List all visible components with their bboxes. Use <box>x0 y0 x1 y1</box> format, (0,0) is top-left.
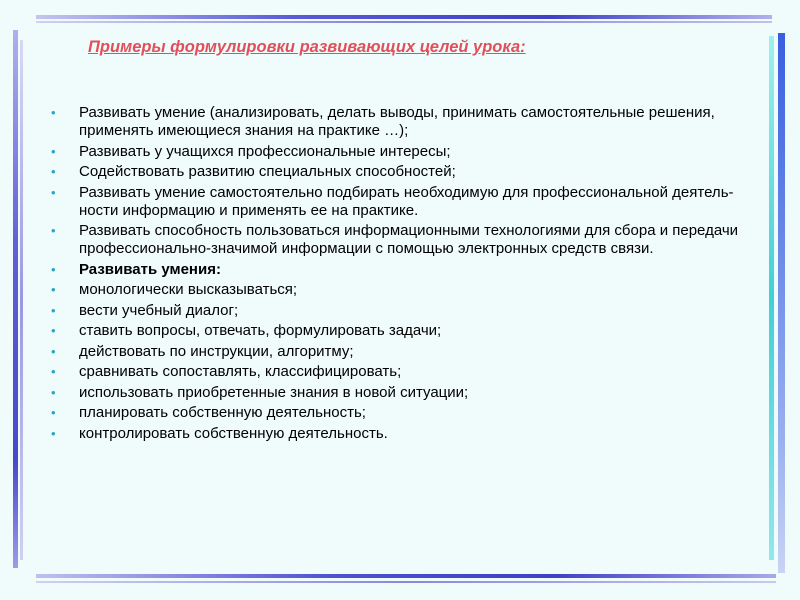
list-item-heading <box>51 261 756 279</box>
bullet-icon: • <box>51 261 56 277</box>
list-item <box>51 302 756 320</box>
list-item-text: монологически высказываться; <box>79 281 298 298</box>
list-item <box>51 184 756 220</box>
bullet-icon: • <box>51 143 56 159</box>
list-item-text: контролировать собственную деятельность. <box>79 424 388 442</box>
bullet-icon: • <box>51 282 56 297</box>
right-frame-bar-cyan <box>769 36 774 560</box>
bullet-icon: • <box>51 105 56 120</box>
slide-title: Примеры формулировки развивающих целей урока: <box>88 38 526 56</box>
left-frame-bar <box>13 30 18 568</box>
list-item-text: сравнивать сопоставлять, классифицировать; <box>79 363 402 380</box>
list-item <box>51 404 756 422</box>
list-item-text: Содействовать развитию специальных способностей; <box>79 163 456 180</box>
bullet-icon: • <box>51 425 56 441</box>
bullet-icon: • <box>51 384 56 400</box>
bullet-icon: • <box>51 405 56 420</box>
list-item-text: Развивать способность пользоваться информационными технологиями для сбора и передачи профессионально-значимой информации с помощью электронных средств связи. <box>79 222 739 257</box>
list-item-text: Развивать умение самостоятельно подбирать необходимую для профессиональной деятель-ности информацию и применять ее на практике. <box>79 183 734 219</box>
list-item-text: ставить вопросы, отвечать, формулировать задачи; <box>79 322 442 339</box>
list-item <box>51 363 756 381</box>
goals-bullet-list <box>51 104 756 445</box>
bullet-icon: • <box>51 323 56 338</box>
list-item-text: Развивать умения: <box>79 260 221 278</box>
top-frame-line <box>36 15 772 19</box>
list-item <box>51 384 756 402</box>
list-item-text: использовать приобретенные знания в новой ситуации; <box>79 383 469 401</box>
list-item-text: действовать по инструкции, алгоритму; <box>79 342 354 360</box>
bullet-icon: • <box>51 164 56 179</box>
list-item-text: вести учебный диалог; <box>79 301 239 319</box>
right-frame-bar-blue <box>778 33 785 573</box>
list-item-text: Развивать умение (анализировать, делать выводы, принимать самостоятельные решения, применять имеющиеся знания на практике …); <box>79 104 715 139</box>
bullet-icon: • <box>51 184 56 200</box>
list-item <box>51 143 756 161</box>
list-item <box>51 343 756 361</box>
bullet-icon: • <box>51 343 56 359</box>
list-item-text: Развивать у учащихся профессиональные интересы; <box>79 142 451 160</box>
list-item <box>51 281 756 299</box>
list-item <box>51 222 756 258</box>
list-item <box>51 104 756 140</box>
bullet-icon: • <box>51 223 56 238</box>
bullet-icon: • <box>51 302 56 318</box>
list-item <box>51 322 756 340</box>
bottom-frame-line-thin <box>36 581 776 583</box>
top-frame-line-thin <box>36 21 772 23</box>
bottom-frame-line <box>36 574 776 578</box>
bullet-icon: • <box>51 364 56 379</box>
list-item-text: планировать собственную деятельность; <box>79 404 366 421</box>
left-frame-bar-thin <box>20 40 23 560</box>
list-item <box>51 163 756 181</box>
list-item <box>51 425 756 443</box>
